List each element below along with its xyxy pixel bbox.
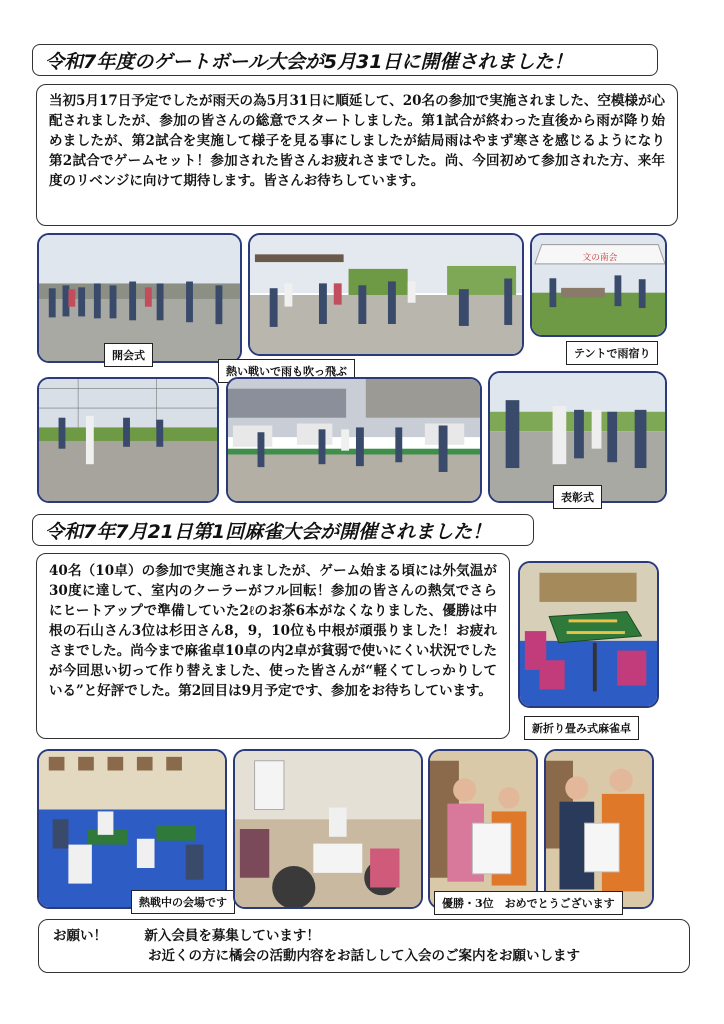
caption-venue: 熱戦中の会場です: [131, 890, 235, 914]
photo-court: [37, 377, 219, 503]
footer-notice: [38, 919, 690, 973]
footer-recruiting: 新入会員を募集しています！: [144, 928, 320, 944]
photo-rain-battle: [248, 233, 524, 356]
footer-message: お近くの方に橘会の活動内容をお話しして入会のご案内をお願いします: [148, 948, 580, 964]
tent-sign-text: 文の南会: [582, 253, 618, 263]
caption-opening: 開会式: [104, 343, 153, 367]
photo-winner: [428, 749, 538, 909]
photo-mahjong-table: [518, 561, 659, 708]
section1-body: 当初5月17日予定でしたが雨天の為5月31日に順延して、20名の参加で実施されました、空模様が心配されましたが、参加の皆さんの総意でスタートしました。第1試合が終わった直後から雨が降り始めましたが、第2試合を実施して様子を見る事にしましたが結局雨はやまず寒さを感じるようになり第2試合でゲームセット！参加された皆さんお疲れさまでした。尚、今回初めて参加された方、来年度のリベンジに向けて期待します。皆さんお待ちしています。: [36, 84, 678, 226]
footer-request: お願い！: [53, 928, 107, 944]
caption-mahjong-table: 新折り畳み式麻雀卓: [524, 716, 639, 740]
caption-tent: テントで雨宿り: [566, 341, 658, 365]
photo-venue-right: [233, 749, 423, 909]
photo-third-place: [544, 749, 654, 909]
section1-title: 令和7年度のゲートボール大会が5月31日に開催されました！: [32, 44, 658, 76]
caption-winners: 優勝・3位 おめでとうございます: [434, 891, 623, 915]
photo-award-ceremony: [488, 371, 667, 503]
caption-award: 表彰式: [553, 485, 602, 509]
section2-title: 令和7年7月21日第1回麻雀大会が開催されました！: [32, 514, 534, 546]
photo-venue-left: [37, 749, 227, 909]
section2-body: 40名（10卓）の参加で実施されましたが、ゲーム始まる頃には外気温が30度に達して、室内のクーラーがフル回転！参加の皆さんの熱気でさらにヒートアップで準備していた2ℓのお茶6本がなくなりました、優勝は中根の石山さん3位は杉田さん8，9，10位も中根が頑張りました！お疲れさまでした。尚今まで麻雀卓10卓の内2卓が貧弱で使いにくい状況でしたが今回思い切って作り替えました、使った皆さんが“軽くてしっかりしている”と好評でした。第2回目は9月予定です、参加をお待ちしています。: [36, 553, 510, 739]
photo-play: [226, 377, 482, 503]
photo-tent: [530, 233, 667, 337]
caption-rain-battle: 熱い戦いで雨も吹っ飛ぶ: [218, 359, 355, 383]
